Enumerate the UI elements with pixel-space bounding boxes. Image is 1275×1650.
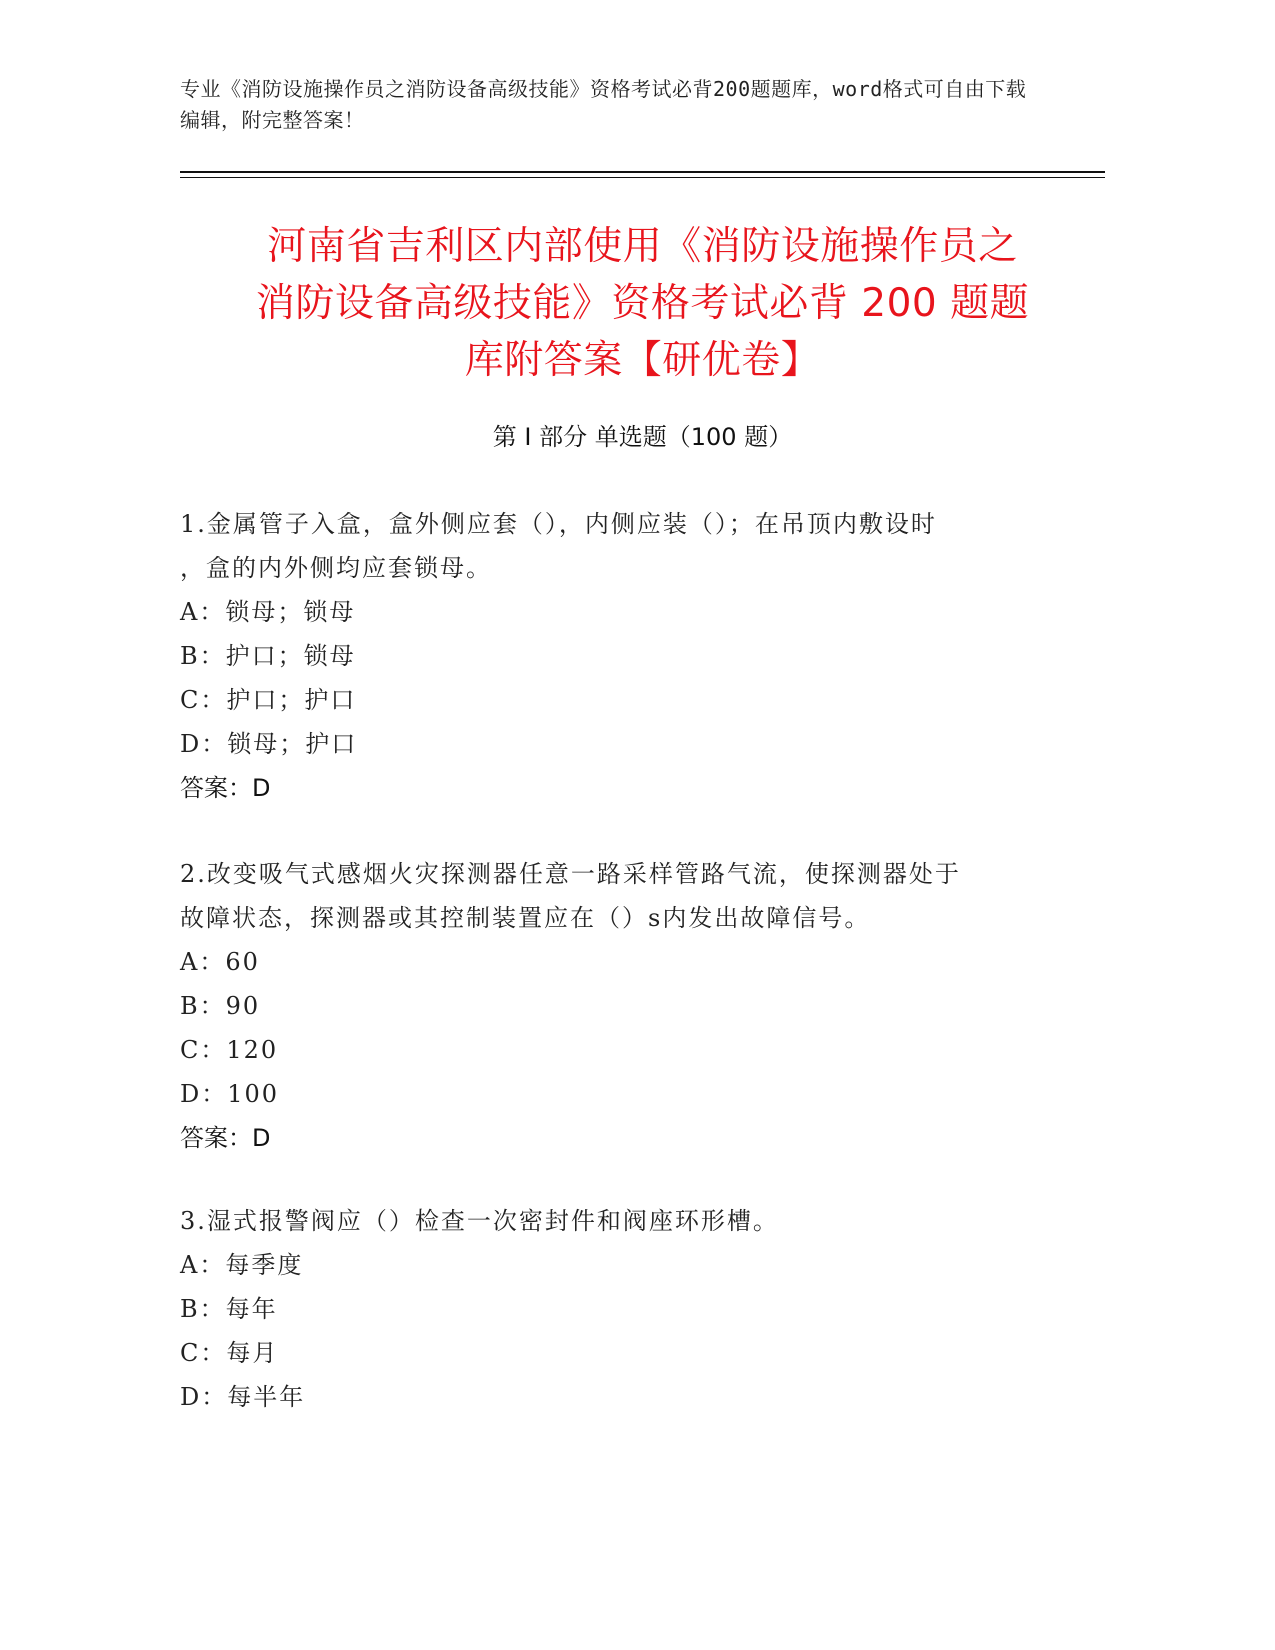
option-c: C：每月 — [180, 1339, 279, 1367]
header-rule-thick — [180, 171, 1105, 173]
header-note: 专业《消防设施操作员之消防设备高级技能》资格考试必背200题题库，word格式可自由下载编辑，附完整答案！ — [180, 77, 1027, 132]
question-1 — [180, 502, 1060, 810]
answer: 答案：D — [180, 774, 271, 802]
question-stem-line: 1.金属管子入盒，盒外侧应套（），内侧应装（）；在吊顶内敷设时 — [180, 510, 937, 538]
title-line: 库附答案【研优卷】 — [464, 338, 821, 383]
question-stem — [180, 852, 1060, 940]
question-stem-line: 2.改变吸气式感烟火灾探测器任意一路采样管路气流，使探测器处于 — [180, 860, 961, 888]
option-c: C：护口；护口 — [180, 686, 357, 714]
question-stem-line: 3.湿式报警阀应（）检查一次密封件和阀座环形槽。 — [180, 1207, 779, 1235]
title-line: 消防设备高级技能》资格考试必背 200 题题 — [255, 281, 1030, 326]
question-2 — [180, 852, 1060, 1160]
question-stem-line: ，盒的内外侧均应套锁母。 — [180, 554, 492, 582]
question-stem-line: 故障状态，探测器或其控制装置应在（）s内发出故障信号。 — [180, 904, 871, 932]
question-stem — [180, 502, 1060, 590]
answer: 答案：D — [180, 1124, 271, 1152]
question-stem — [180, 1199, 1060, 1243]
header-rule-thin — [180, 177, 1105, 178]
option-d: D：每半年 — [180, 1383, 306, 1411]
option-d: D：锁母；护口 — [180, 730, 358, 758]
option-c: C：120 — [180, 1036, 279, 1064]
document-title — [180, 218, 1105, 389]
option-b: B：90 — [180, 992, 261, 1020]
question-3 — [180, 1199, 1060, 1419]
option-a: A：每季度 — [180, 1251, 304, 1279]
option-b: B：护口；锁母 — [180, 642, 356, 670]
option-d: D：100 — [180, 1080, 280, 1108]
option-b: B：每年 — [180, 1295, 278, 1323]
section-title: 第 I 部分 单选题（100 题） — [492, 423, 793, 451]
option-a: A：锁母；锁母 — [180, 598, 356, 626]
title-line: 河南省吉利区内部使用《消防设施操作员之 — [267, 224, 1018, 269]
option-a: A：60 — [180, 948, 260, 976]
